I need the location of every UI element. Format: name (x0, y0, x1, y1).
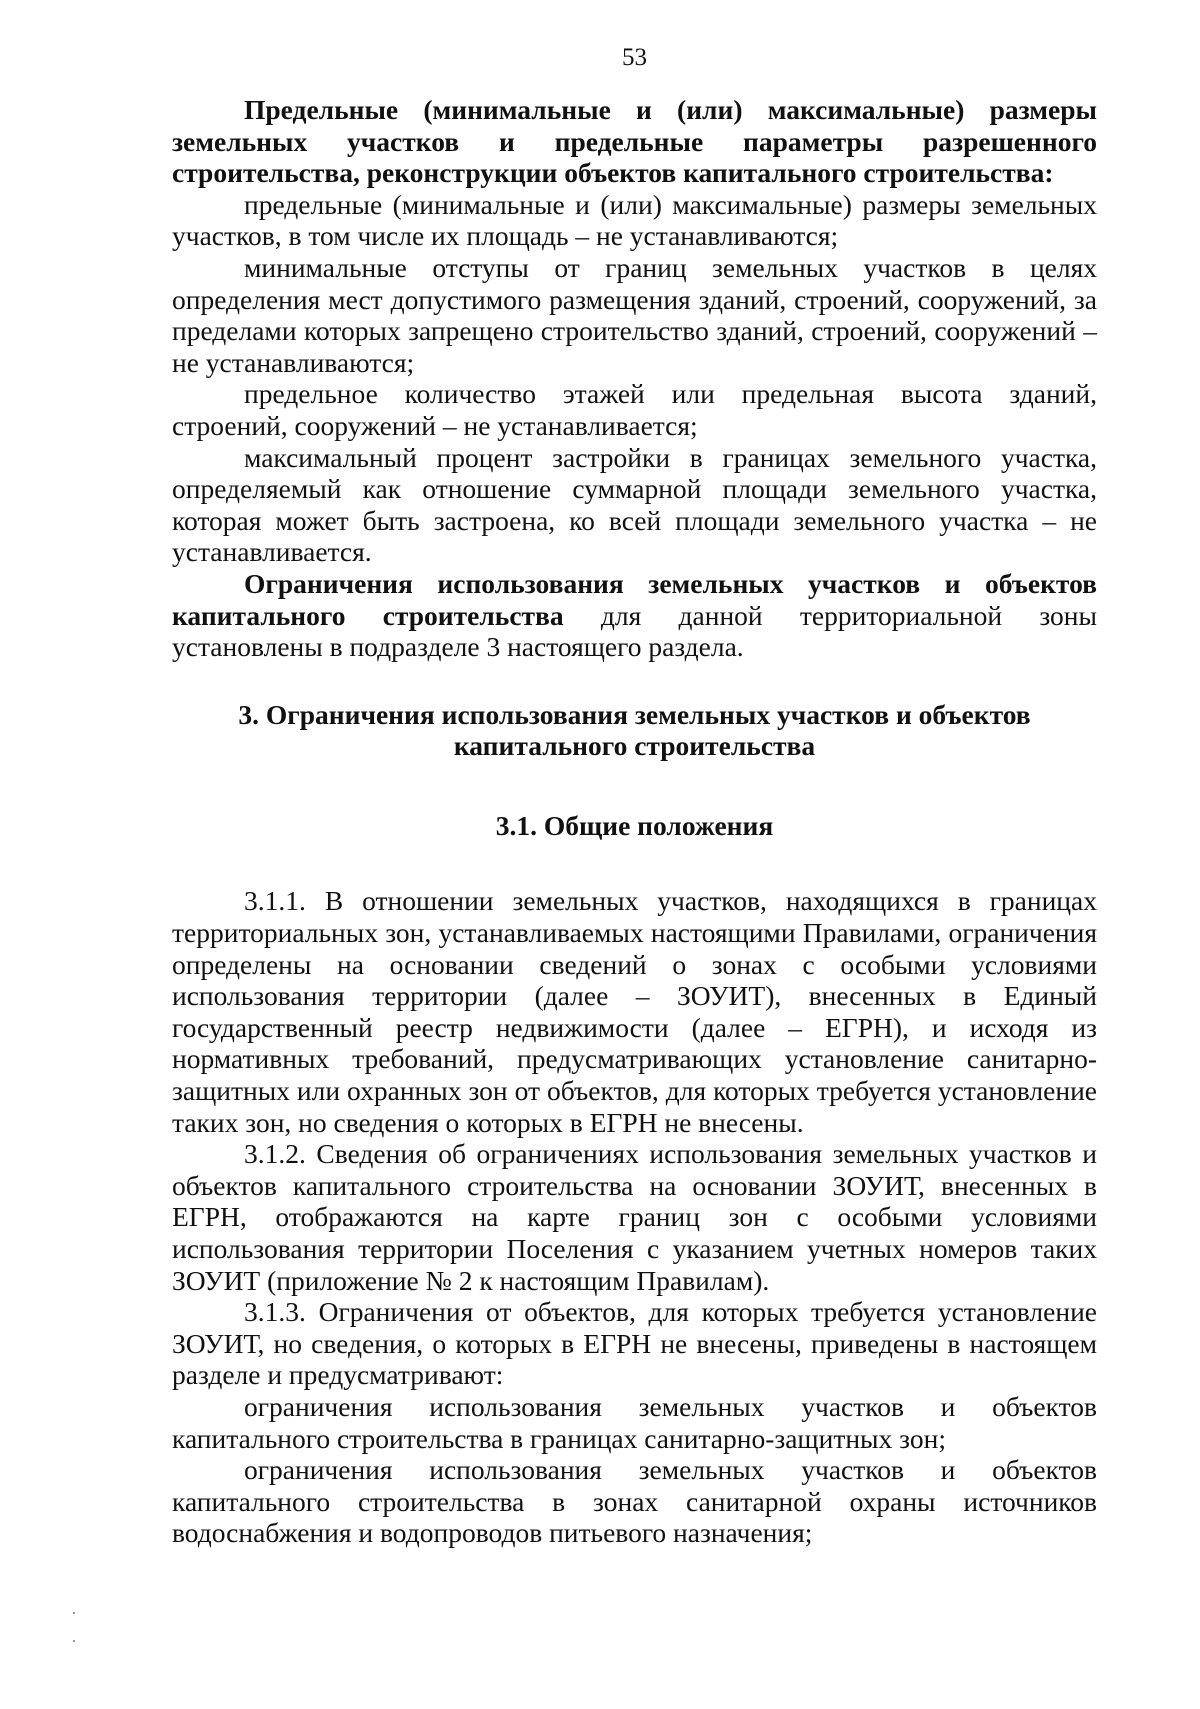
paragraph-3-1-1: 3.1.1. В отношении земельных участков, находящихся в границах территориальных зон, устанавливаемых настоящими Правилами, ограничения определены на основании сведений о зонах с особыми условиями использования территории (далее – ЗОУИТ), внесенных в Единый государственный реестр недвижимости (далее – ЕГРН), и исходя из нормативных требований, предусматривающих установление санитарно-защитных или охранных зон от объектов, для которых требуется установление таких зон, но сведения о которых в ЕГРН не внесены. (172, 885, 1097, 1138)
paragraph-floors: предельное количество этажей или предельная высота зданий, строений, сооружений – не устанавливается; (172, 378, 1097, 441)
restrictions-bold-text: Ограничения использования земельных участков и объектов капитального строительства (172, 567, 1097, 631)
paragraph-setbacks: минимальные отступы от границ земельных участков в целях определения мест допустимого размещения зданий, строений, сооружений, за пределами которых запрещено строительство зданий, строений, сооружений – не устанавливаются; (172, 251, 1097, 378)
paragraph-restrictions-reference (172, 568, 1097, 663)
paragraph-3-1-2: 3.1.2. Сведения об ограничениях использования земельных участков и объектов капитального строительства на основании ЗОУИТ, внесенных в ЕГРН, отображаются на карте границ зон с особыми условиями использования территории Поселения с указанием учетных номеров таких ЗОУИТ (приложение № 2 к настоящим Правилам). (172, 1138, 1097, 1296)
paragraph-sanitary-zones: ограничения использования земельных участков и объектов капитального строительства в границах санитарно-защитных зон; (172, 1390, 1097, 1454)
section-3-title-line-2: капитального строительства (453, 730, 816, 762)
paragraph-water-protection: ограничения использования земельных участков и объектов капитального строительства в зонах санитарной охраны источников водоснабжения и водопроводов питьевого назначения; (172, 1454, 1097, 1549)
paragraph-plot-sizes: предельные (минимальные и (или) максимальные) размеры земельных участков, в том числе их площадь – не устанавливаются; (172, 188, 1097, 252)
document-page (172, 44, 1097, 1549)
restrictions-rest-text: для данной территориальной зоны установлены в подразделе 3 настоящего раздела. (172, 599, 1097, 663)
page-number: 53 (622, 44, 647, 71)
parameters-heading: Предельные (минимальные и (или) максимальные) размеры земельных участков и предельные параметры разрешенного строительства, реконструкции объектов капитального строительства: (172, 94, 1097, 189)
paragraph-coverage: максимальный процент застройки в границах земельного участка, определяемый как отношение суммарной площади земельного участка, которая может быть застроена, ко всей площади земельного участка – не устанавливается. (172, 441, 1097, 568)
scan-speck (73, 1612, 75, 1614)
section-3-title (172, 699, 1097, 762)
paragraph-3-1-3: 3.1.3. Ограничения от объектов, для которых требуется установление ЗОУИТ, но сведения, о которых в ЕГРН не внесены, приведены в настоящем разделе и предусматривают: (172, 1296, 1097, 1391)
scan-speck (73, 1640, 75, 1642)
section-3-title-line-1: 3. Ограничения использования земельных участков и объектов (238, 698, 1031, 730)
section-3-1-title: 3.1. Общие положения (495, 809, 774, 841)
